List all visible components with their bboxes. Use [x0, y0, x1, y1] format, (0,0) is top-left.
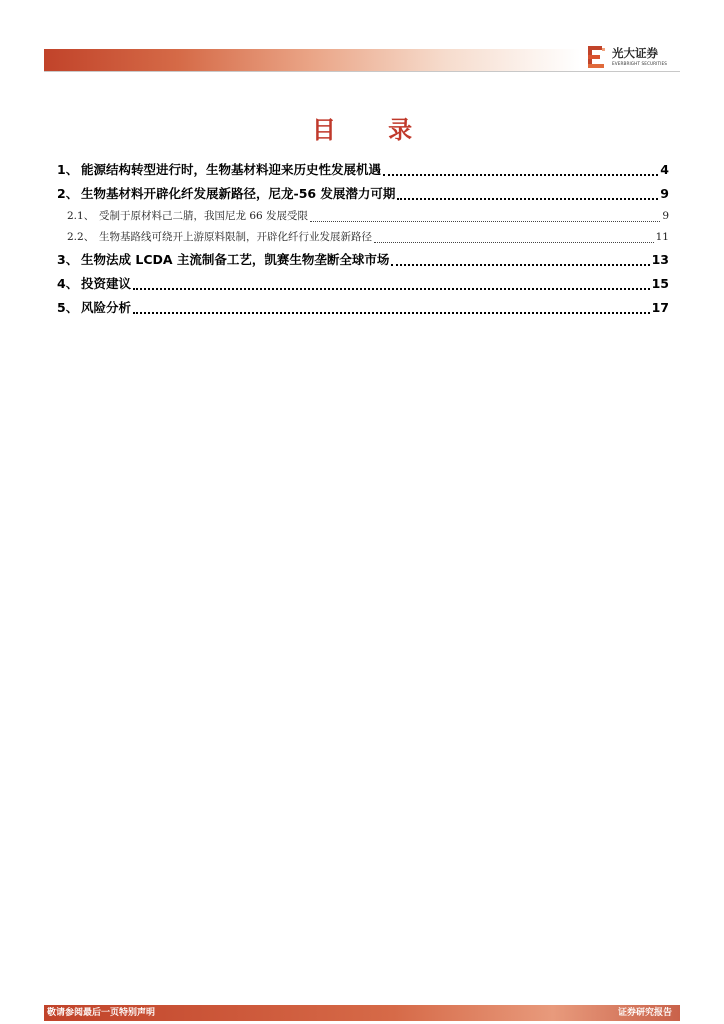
toc-entry-page: 9 [660, 186, 669, 201]
toc-entry-2[interactable] [57, 182, 669, 206]
dot-leader [133, 288, 650, 290]
dot-leader [397, 198, 658, 200]
toc-entry-title: 生物法成 LCDA 主流制备工艺，凯赛生物垄断全球市场 [81, 252, 390, 267]
table-of-contents [57, 158, 669, 320]
toc-entry-title: 生物基路线可绕开上游原料限制，开辟化纤行业发展新路径 [99, 231, 372, 243]
toc-entry-number: 4、 [57, 276, 79, 291]
toc-entry-number: 2.1、 [67, 210, 95, 222]
brand-logo-icon [588, 46, 606, 68]
toc-entry-page: 11 [655, 231, 669, 243]
brand-logo [588, 46, 680, 70]
dot-leader [310, 221, 660, 222]
toc-entry-4[interactable] [57, 272, 669, 296]
toc-entry-3[interactable] [57, 248, 669, 272]
toc-entry-number: 5、 [57, 300, 79, 315]
toc-entry-title: 能源结构转型进行时，生物基材料迎来历史性发展机遇 [81, 162, 382, 177]
brand-name-en: EVERBRIGHT SECURITIES [612, 61, 667, 66]
toc-entry-title: 生物基材料开辟化纤发展新路径，尼龙-56 发展潜力可期 [81, 186, 396, 201]
toc-entry-2-1[interactable] [57, 206, 669, 227]
toc-entry-page: 17 [651, 300, 669, 315]
toc-entry-number: 2.2、 [67, 231, 95, 243]
toc-entry-2-2[interactable] [57, 227, 669, 248]
toc-title: 目 录 [311, 116, 435, 144]
toc-entry-5[interactable] [57, 296, 669, 320]
footer-bar [44, 1005, 680, 1021]
footer-disclaimer-link: 敬请参阅最后一页特别声明 [47, 1008, 156, 1018]
toc-entry-number: 3、 [57, 252, 79, 267]
toc-entry-page: 13 [651, 252, 669, 267]
toc-entry-page: 4 [660, 162, 669, 177]
brand-name-cn: 光大证券 [612, 46, 658, 60]
toc-entry-title: 投资建议 [81, 276, 132, 291]
dot-leader [391, 264, 649, 266]
toc-entry-page: 15 [651, 276, 669, 291]
header-divider [44, 71, 680, 72]
footer-report-type: 证券研究报告 [617, 1008, 672, 1018]
dot-leader [383, 174, 658, 176]
dot-leader [374, 242, 654, 243]
dot-leader [133, 312, 650, 314]
toc-entry-title: 风险分析 [81, 300, 132, 315]
toc-entry-number: 2、 [57, 186, 79, 201]
toc-entry-number: 1、 [57, 162, 79, 177]
toc-entry-page: 9 [662, 210, 669, 222]
toc-entry-1[interactable] [57, 158, 669, 182]
toc-entry-title: 受制于原材料己二腈，我国尼龙 66 发展受限 [99, 210, 309, 222]
header-gradient-bar [44, 49, 580, 71]
